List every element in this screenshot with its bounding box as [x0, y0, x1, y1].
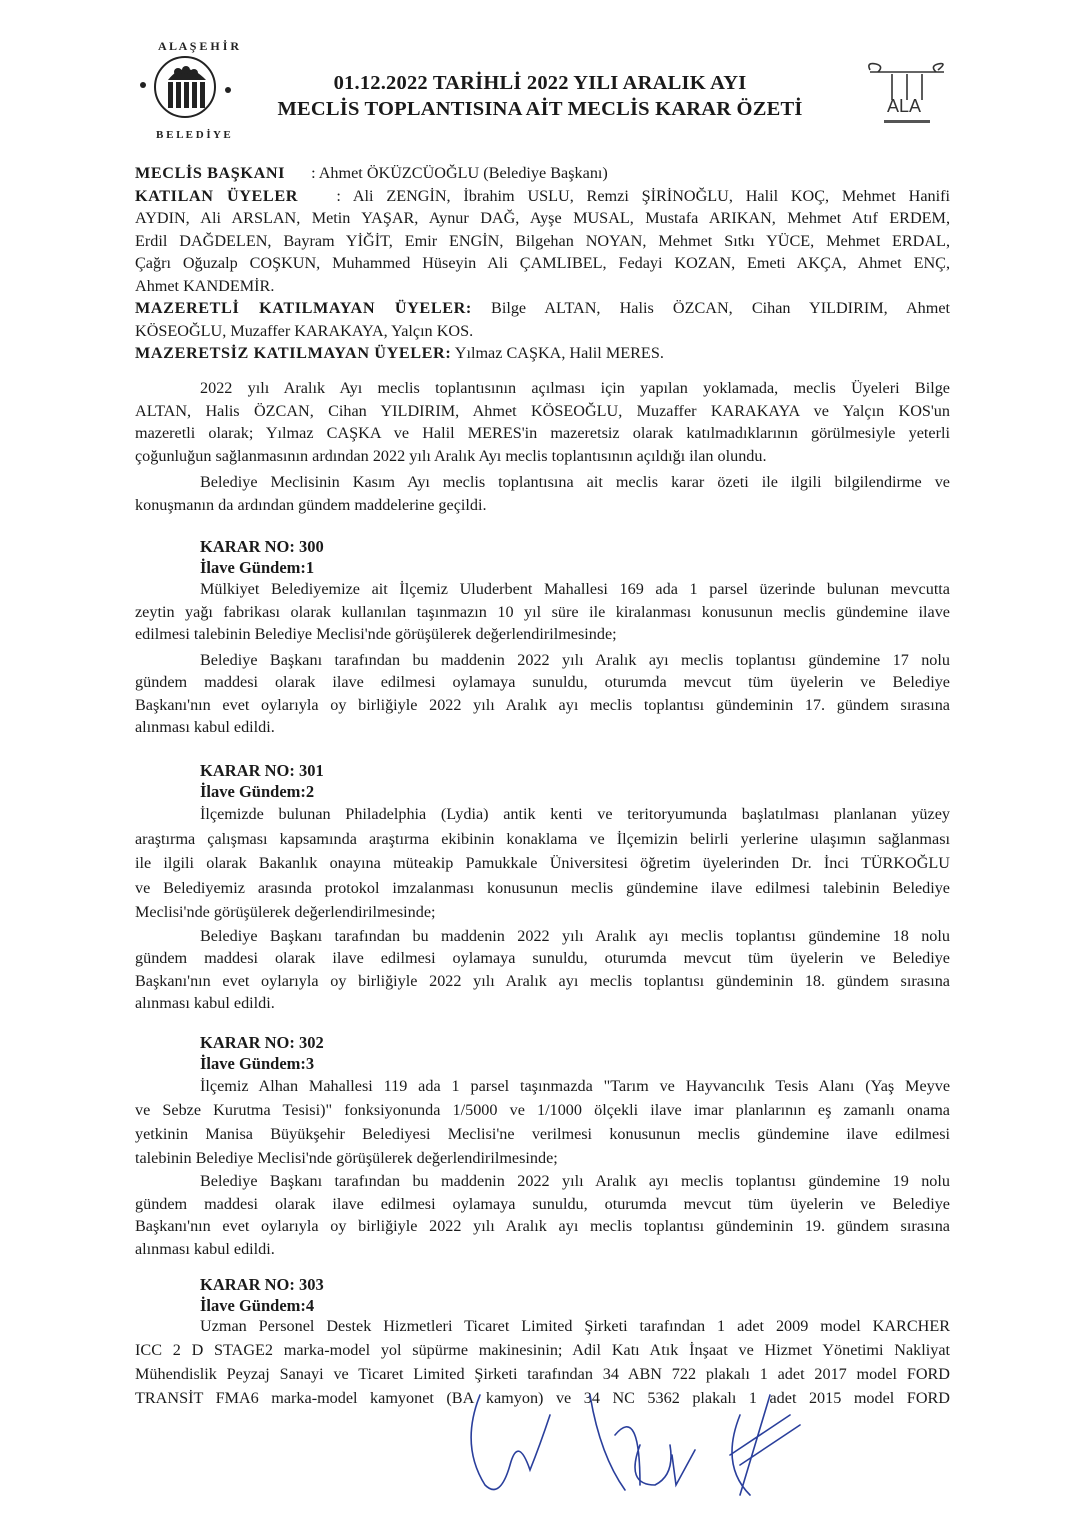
attendance-section [135, 162, 950, 365]
text-line: konuşmanın da ardından gündem maddelerine geçildi. [135, 495, 487, 514]
text-line: ve Sebze Kurutma Tesisi)" fonksiyonunda 1/5000 ve 1/1000 ölçekli ilave imar planlarının eş zamanlı onama [135, 1101, 950, 1119]
members-line: AYDIN, Ali ARSLAN, Metin YAŞAR, Aynur DAĞ, Ayşe MUSAL, Mustafa ARIKAN, Mehmet Atıf ERDEM, [135, 209, 950, 227]
text-line: alınması kabul edildi. [135, 718, 275, 736]
president-label: MECLİS BAŞKANI [135, 164, 286, 182]
president-row [135, 162, 950, 185]
members-line: Çağrı Oğuzalp COŞKUN, Muhammed Hüseyin Ali ÇAMLIBEL, Fedayi KOZAN, Emeti AKÇA, Ahmet ENÇ, [135, 254, 950, 272]
decision-number: KARAR NO: 302 [200, 1033, 324, 1052]
text-line: İlçemizde bulunan Philadelphia (Lydia) antik kenti ve teritoryumunda başlatılması planlanan yüzey [200, 805, 950, 823]
decision-agenda: İlave Gündem:2 [200, 782, 315, 801]
unexcused-row [135, 342, 950, 365]
excused-label: MAZERETLİ KATILMAYAN ÜYELER: [135, 299, 472, 317]
decision-agenda: İlave Gündem:4 [200, 1296, 315, 1315]
decision-number: KARAR NO: 300 [200, 537, 324, 556]
members-label: KATILAN ÜYELER [135, 186, 299, 205]
text-line: Başkanı'nın evet oylarıyla oy birliğiyle 2022 yılı Aralık ayı meclis toplantısı gündeminin 17. gündem sırasına [135, 695, 950, 714]
document-title-line2: MECLİS TOPLANTISINA AİT MECLİS KARAR ÖZETİ [277, 98, 803, 120]
ala-column-logo [862, 60, 952, 130]
decision-301-body [135, 802, 950, 1015]
decision-number: KARAR NO: 301 [200, 761, 324, 780]
document-title-line1: 01.12.2022 TARİHLİ 2022 YILI ARALIK AYI [333, 72, 747, 94]
text-line: Belediye Başkanı tarafından bu maddenin 2022 yılı Aralık ayı meclis toplantısı gündemine 18 nolu [200, 926, 950, 945]
text-line: 2022 yılı Aralık Ayı meclis toplantısının açılması için yapılan yoklamada, meclis Üyeleri Bilge [200, 379, 950, 397]
text-line: alınması kabul edildi. [135, 1239, 275, 1258]
municipality-seal-logo [128, 30, 243, 145]
intro-section [135, 377, 950, 516]
text-line: TRANSİT FMA6 marka-model kamyonet (BA kamyon) ve 34 NC 5362 plakalı 1 adet 2015 model FORD [135, 1389, 950, 1407]
text-line: çoğunluğun sağlanmasının ardından 2022 yılı Aralık Ayı meclis toplantısının açıldığı ilan olundu. [135, 446, 767, 465]
text-line: İlçemiz Alhan Mahallesi 119 ada 1 parsel taşınmazda "Tarım ve Hayvancılık Tesis Alanı (Yaş Meyve [200, 1077, 950, 1095]
text-line: ile ilgili olarak Bakanlık onayına müteakip Pamukkale Üniversitesi öğretim üyelerinden Dr. İnci TÜRKOĞLU [135, 854, 950, 872]
svg-text:A L A Ş E H İ R: A L A Ş E H İ R [158, 39, 240, 53]
text-line: Başkanı'nın evet oylarıyla oy birliğiyle 2022 yılı Aralık ayı meclis toplantısı gündeminin 18. gündem sırasına [135, 971, 950, 990]
text-line: mazeretli olarak; Yılmaz CAŞKA ve Halil MERES'in mazeretsiz olarak katılmadıklarının görülmesiyle yeterli [135, 424, 950, 442]
text-line: gündem maddesi olarak ilave edilmesi oylamaya sunuldu, oturumda mevcut tüm üyelerin ve Belediye [135, 1194, 950, 1213]
members-row [135, 185, 950, 208]
decision-302-body [135, 1074, 950, 1260]
excused-value-cont: KÖSEOĞLU, Muzaffer KARAKAYA, Yalçın KOS. [135, 321, 474, 340]
text-line: Uzman Personel Destek Hizmetleri Ticaret Limited Şirketi tarafından 1 adet 2009 model KARCHER [200, 1317, 950, 1335]
signatures [440, 1375, 820, 1505]
decision-agenda: İlave Gündem:1 [200, 558, 315, 577]
text-line: edilmesi talebinin Belediye Meclisi'nde görüşülerek değerlendirilmesinde; [135, 625, 617, 643]
members-line: Ahmet KANDEMİR. [135, 276, 275, 295]
text-line: Mühendislik Peyzaj Sanayi ve Ticaret Limited Şirketi tarafından 34 ABN 722 plakalı 1 adet 2017 model FORD [135, 1365, 950, 1383]
members-line: : Ali ZENGİN, İbrahim USLU, Remzi ŞİRİNOĞLU, Halil KOÇ, Mehmet Hanifi [336, 186, 950, 205]
members-line: Erdil DAĞDELEN, Bayram YİĞİT, Emir ENGİN, Bilgehan NOYAN, Mehmet Sıtkı YÜCE, Mehmet ERDAL, [135, 231, 950, 250]
unexcused-value: Yılmaz CAŞKA, Halil MERES. [454, 344, 664, 362]
text-line: ICC 2 D STAGE2 marka-model yol süpürme makinesinin; Adil Katı Atık İnşaat ve Hizmet Yönetimi Nakliyat [135, 1341, 950, 1359]
unexcused-label: MAZERETSİZ KATILMAYAN ÜYELER: [135, 344, 452, 362]
ala-logo-text: ALA [887, 96, 922, 116]
decision-300-body [135, 578, 950, 739]
decision-number: KARAR NO: 303 [200, 1275, 324, 1294]
text-line: Belediye Meclisinin Kasım Ayı meclis toplantısına ait meclis karar özeti ile ilgili bilgilendirme ve [200, 473, 950, 491]
text-line: Meclisi'nde görüşülerek değerlendirilmesinde; [135, 903, 436, 921]
text-line: Başkanı'nın evet oylarıyla oy birliğiyle 2022 yılı Aralık ayı meclis toplantısı gündeminin 19. gündem sırasına [135, 1217, 950, 1235]
text-line: ALTAN, Halis ÖZCAN, Cihan YILDIRIM, Ahmet KÖSEOĞLU, Muzaffer KARAKAYA ve Yalçın KOS'un [135, 401, 950, 420]
text-line: Belediye Başkanı tarafından bu maddenin 2022 yılı Aralık ayı meclis toplantısı gündemine 19 nolu [200, 1172, 950, 1190]
svg-text:B E L E D İ Y E: B E L E D İ Y E [156, 129, 231, 141]
text-line: araştırma çalışması kapsamında araştırma ekibinin konaklama ve İlçemizin belirli yerlerine ulaşımın sağlanması [135, 829, 950, 848]
text-line: alınması kabul edildi. [135, 994, 275, 1012]
text-line: talebinin Belediye Meclisi'nde görüşülerek değerlendirilmesinde; [135, 1149, 558, 1167]
excused-value: Bilge ALTAN, Halis ÖZCAN, Cihan YILDIRIM, Ahmet [491, 299, 951, 317]
decision-agenda: İlave Gündem:3 [200, 1054, 315, 1073]
president-value: : Ahmet ÖKÜZCÜOĞLU (Belediye Başkanı) [311, 164, 608, 182]
excused-row [135, 297, 950, 320]
text-line: gündem maddesi olarak ilave edilmesi oylamaya sunuldu, oturumda mevcut tüm üyelerin ve Belediye [135, 673, 950, 691]
text-line: zeytin yağı fabrikası olarak kullanılan taşınmazın 10 yıl süre ile kiralanması konusunun meclis gündemine ilave [135, 602, 950, 621]
text-line: ve Belediyemiz arasında protokol imzalanması konusunun meclis gündemine ilave edilmesi talebinin Belediye [135, 878, 950, 897]
text-line: yetkinin Manisa Büyükşehir Belediyesi Meclisi'ne verilmesi konusunun meclis gündemine ilave edilmesi [135, 1125, 950, 1143]
text-line: Mülkiyet Belediyemize ait İlçemiz Uluderbent Mahallesi 169 ada 1 parsel üzerinde bulunan mevcutta [200, 580, 950, 598]
text-line: gündem maddesi olarak ilave edilmesi oylamaya sunuldu, oturumda mevcut tüm üyelerin ve Belediye [135, 949, 950, 967]
text-line: Belediye Başkanı tarafından bu maddenin 2022 yılı Aralık ayı meclis toplantısı gündemine 17 nolu [200, 650, 950, 669]
